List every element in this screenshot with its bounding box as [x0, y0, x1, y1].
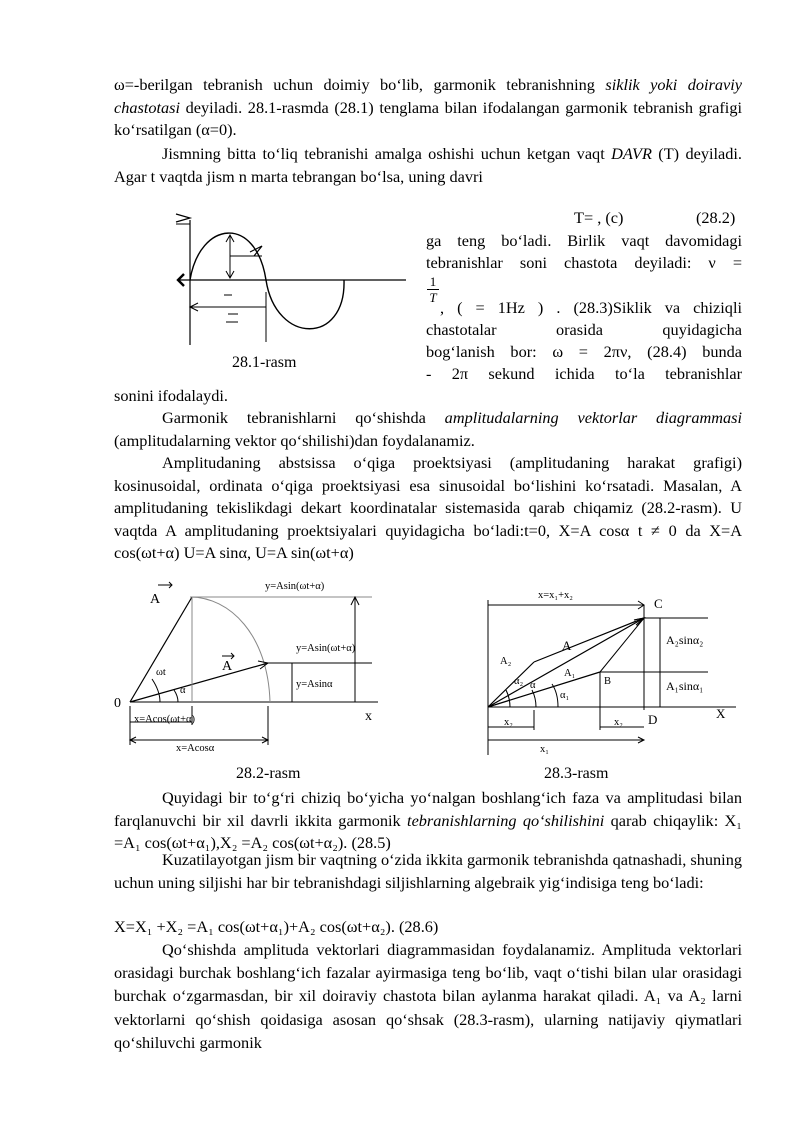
label-alpha: α	[530, 680, 536, 691]
label-y-low: y=Asinα	[296, 679, 333, 690]
text-run: qarab chiqaylik: X₁ =A₁ cos(ωt+α₁),X₂ =A₂ cos(ωt+α₂). (28.5)	[114, 810, 742, 853]
label-origin: 0	[114, 696, 121, 711]
text-run: (T) deyiladi. Agar t vaqtda jism n marta tebrangan bo‘lsa, uning davri	[114, 144, 742, 186]
formula-period: T= , (c)	[574, 208, 624, 227]
label-vector-A1: A₁	[564, 668, 576, 679]
fraction-numerator: 1	[427, 274, 439, 290]
paragraph-vector-diagram	[114, 407, 742, 452]
text-run: ω=-berilgan tebranish uchun doimiy bo‘lib, garmonik tebranishning	[114, 75, 606, 94]
label-alpha-2: α₂	[514, 676, 524, 687]
side-line-1: ga teng bo‘ladi. Birlik vaqt davomidagi	[426, 231, 742, 250]
paragraph-vector-sum: Qo‘shishda amplituda vektorlari diagrammasidan foydalanamiz. Amplituda vektorlari orasidagi burchak boshlang‘ich fazalar ayirmasiga teng bo‘lib, vaqt o‘tishi bilan ular orasidagi burchak o‘zgarmasdan, bir xil doiraviy chastota bilan aylanma harakat qiladi. A₁ va A₂ larni vektorlarni qo‘shish qoidasiga asosan qo‘shsak (28.3-rasm), ularning natijaviy qiymatlari qo‘shiluvchi garmonik	[114, 940, 742, 1052]
label-point-B: B	[604, 676, 612, 687]
paragraph-addition	[114, 787, 742, 855]
equation-28-6: X=X₁ +X₂ =A₁ cos(ωt+α₁)+A₂ cos(ωt+α₂). (28.6)	[114, 917, 439, 936]
term-oscillation-addition: tebranishlarning qo‘shilishini	[407, 810, 605, 830]
label-vector-A: A	[562, 638, 572, 653]
term-cyclic-frequency: siklik yoki doiraviy chastotasi	[114, 75, 742, 117]
label-A1-sin: A₁sinα₁	[666, 679, 704, 693]
paragraph-period	[114, 143, 742, 188]
label-alpha-1: α₁	[560, 690, 570, 701]
side-line-3: , ( = 1Hz ) . (28.3)Siklik va chiziqli	[440, 298, 742, 317]
fraction-one-over-T	[427, 274, 439, 305]
label-vector-A2: A₂	[500, 656, 512, 667]
label-y-mid: y=Asin(ωt+α)	[296, 643, 356, 654]
figure-28-2-caption: 28.2-rasm	[236, 765, 301, 782]
paragraph-intro	[114, 74, 742, 142]
figure-28-2-amplitude-projection	[110, 575, 390, 755]
text-run: Garmonik tebranishlarni qo‘shishda	[162, 408, 445, 427]
term-vector-diagram: amplitudalarning vektorlar diagrammasi	[444, 408, 742, 427]
side-line-6: - 2π sekund ichida to‘la tebranishlar	[426, 364, 742, 383]
side-line-2: tebranishlar soni chastota deyiladi: ν =	[426, 253, 742, 272]
label-x2-left: x₂	[504, 717, 513, 728]
label-point-C: C	[654, 596, 663, 611]
figure-28-3-caption: 28.3-rasm	[544, 765, 609, 782]
text-run: Quyidagi bir to‘g‘ri chiziq bo‘yicha yo‘nalgan boshlang‘ich faza va amplitudasi bilan farqlanuvchi bir xil davrli ikkita garmonik	[114, 788, 742, 830]
text-run: deyiladi. 28.1-rasmda (28.1) tenglama bilan ifodalangan garmonik tebranish grafigi ko‘rsatilgan (α=0).	[114, 97, 742, 140]
label-sum-x: x=x₁+x₂	[538, 590, 573, 601]
figure-28-3-vector-addition	[478, 580, 748, 760]
label-x1: x₁	[540, 744, 549, 755]
figure-28-1-caption: 28.1-rasm	[232, 354, 297, 371]
fraction-denominator: T	[429, 290, 437, 305]
label-xcos-0: x=Acosα	[176, 743, 215, 754]
label-alpha: α	[180, 685, 186, 696]
label-omega-t: ωt	[156, 667, 166, 678]
label-y-top: y=Asin(ωt+α)	[265, 581, 325, 592]
figure-28-1-sine-graph	[166, 200, 416, 370]
paragraph-projections: Amplitudaning abstsissa o‘qiga proektsiyasi (amplitudaning harakat grafigi) kosinusoidal, ordinata o‘qiga proektsiyasi esa sinusoidal bo‘lishini ko‘rsatadi. Masalan, A amplitudaning tekislikdagi dekart koordinatalar sistemasida qarab chiqamiz (28.2-rasm). U vaqtda A amplitudaning proektsiyalari quyidagicha bo‘ladi:t=0, X=A cosα t ≠ 0 da X=A cos(ωt+α) U=A sinα, U=A sin(ωt+α)	[114, 453, 742, 563]
label-x2-right: x₂	[614, 717, 623, 728]
label-xcos-t: x=Acos(ωt+α)	[134, 714, 195, 725]
equation-number-28-2: (28.2)	[696, 208, 736, 227]
label-A2-sin: A₂sinα₂	[666, 633, 704, 647]
label-x-axis: x	[365, 709, 372, 724]
label-X-axis: X	[716, 706, 726, 721]
paragraph-displacement: Kuzatilayotgan jism bir vaqtning o‘zida ikkita garmonik tebranishda qatnashadi, shuning uchun uning siljishi har bir tebranishdagi siljishlarning algebraik yig‘indisiga teng bo‘ladi:	[114, 850, 742, 892]
label-point-D: D	[648, 712, 658, 727]
term-period: DAVR	[611, 144, 652, 163]
label-vector-A-mid: A	[222, 659, 233, 674]
text-run: (amplitudalarning vektor qo‘shilishi)dan foydalanamiz.	[114, 430, 475, 450]
label-vector-A-top: A	[150, 592, 161, 607]
side-line-4: chastotalar orasida quyidagicha	[426, 320, 742, 339]
side-line-5: bog‘lanish bor: ω = 2πν, (28.4) bunda	[426, 342, 742, 361]
paragraph-continuation: sonini ifodalaydi.	[114, 386, 228, 405]
text-run: Jismning bitta to‘liq tebranishi amalga oshishi uchun ketgan vaqt	[162, 144, 612, 163]
